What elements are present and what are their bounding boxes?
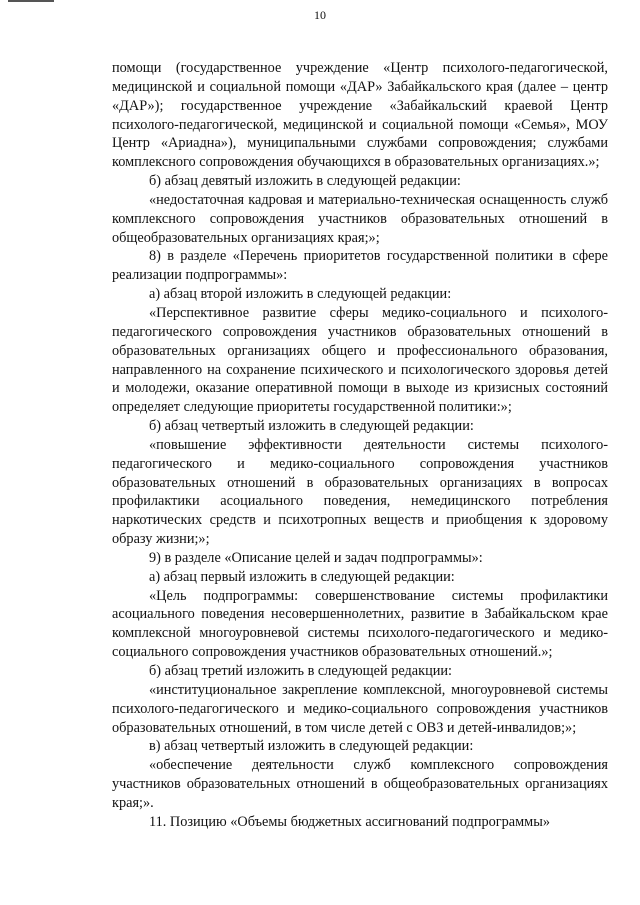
paragraph-quote-services: «обеспечение деятельности служб комплексного сопровождения участников образовательных отношений в общеобразовательных организациях края;». bbox=[112, 757, 608, 811]
document-body bbox=[112, 59, 608, 832]
paragraph-quote-institutional: «институциональное закрепление комплексной, многоуровневой системы психолого-педагогического и медико-социального сопровождения участников образовательных отношений, в том числе детей с ОВЗ и детей-инвалидов;»; bbox=[112, 681, 608, 736]
paragraph-quote-efficiency: «повышение эффективности деятельности системы психолого-педагогического и медико-социального сопровождения участников образовательных отношений в образовательных организациях в вопросах профилактики асоциального поведения, немедицинского потребления наркотических средств и психотропных веществ и приобщения к здоровому образу жизни;»; bbox=[112, 436, 608, 548]
paragraph-item-11: 11. Позицию «Объемы бюджетных ассигнований подпрограммы» bbox=[149, 813, 550, 830]
paragraph-item-b-fourth: б) абзац четвертый изложить в следующей редакции: bbox=[149, 418, 474, 435]
paragraph-item-9: 9) в разделе «Описание целей и задач подпрограммы»: bbox=[149, 549, 483, 566]
scan-corner-mark bbox=[8, 0, 54, 2]
paragraph-quote-staffing: «недостаточная кадровая и материально-техническая оснащенность служб комплексного сопровождения участников образовательных отношений в общеобразовательных организациях края;»; bbox=[112, 191, 608, 246]
page-number: 10 bbox=[314, 8, 326, 22]
paragraph-item-8: 8) в разделе «Перечень приоритетов государственной политики в сфере реализации подпрограммы»: bbox=[112, 248, 608, 284]
paragraph-item-b-third: б) абзац третий изложить в следующей редакции: bbox=[149, 663, 453, 679]
paragraph-continuation: помощи (государственное учреждение «Центр психолого-педагогической, медицинской и социальной помощи «ДАР» Забайкальского края (далее – центр «ДАР»); государственное учреждение «Забайкальский краевой Центр психолого-педагогической, медицинской и социальной помощи «Семья», МОУ Центр «Ариадна»), муниципальными службами сопровождения; службами комплексного сопровождения обучающихся в образовательных организациях.»; bbox=[112, 60, 608, 171]
paragraph-quote-development: «Перспективное развитие сферы медико-социального и психолого-педагогического сопровождения участников образовательных отношений в образовательных организациях общего и профессионального образования, направленного на сохранение психического и психологического здоровья детей и молодежи, оказание оперативной помощи в выходе из кризисных состояний определяет следующие приоритеты государственной политики:»; bbox=[112, 304, 608, 416]
paragraph-item-b-ninth: б) абзац девятый изложить в следующей редакции: bbox=[149, 173, 461, 190]
paragraph-quote-goal: «Цель подпрограммы: совершенствование системы профилактики асоциального поведения несовершеннолетних, развитие в Забайкальском крае комплексной многоуровневой системы психолого-педагогического и медико-социального сопровождения участников образовательных отношений.»; bbox=[112, 587, 608, 661]
paragraph-item-a-second: а) абзац второй изложить в следующей редакции: bbox=[149, 286, 452, 303]
paragraph-item-a-first: а) абзац первый изложить в следующей редакции: bbox=[149, 568, 455, 585]
paragraph-item-v-fourth: в) абзац четвертый изложить в следующей редакции: bbox=[149, 738, 474, 755]
